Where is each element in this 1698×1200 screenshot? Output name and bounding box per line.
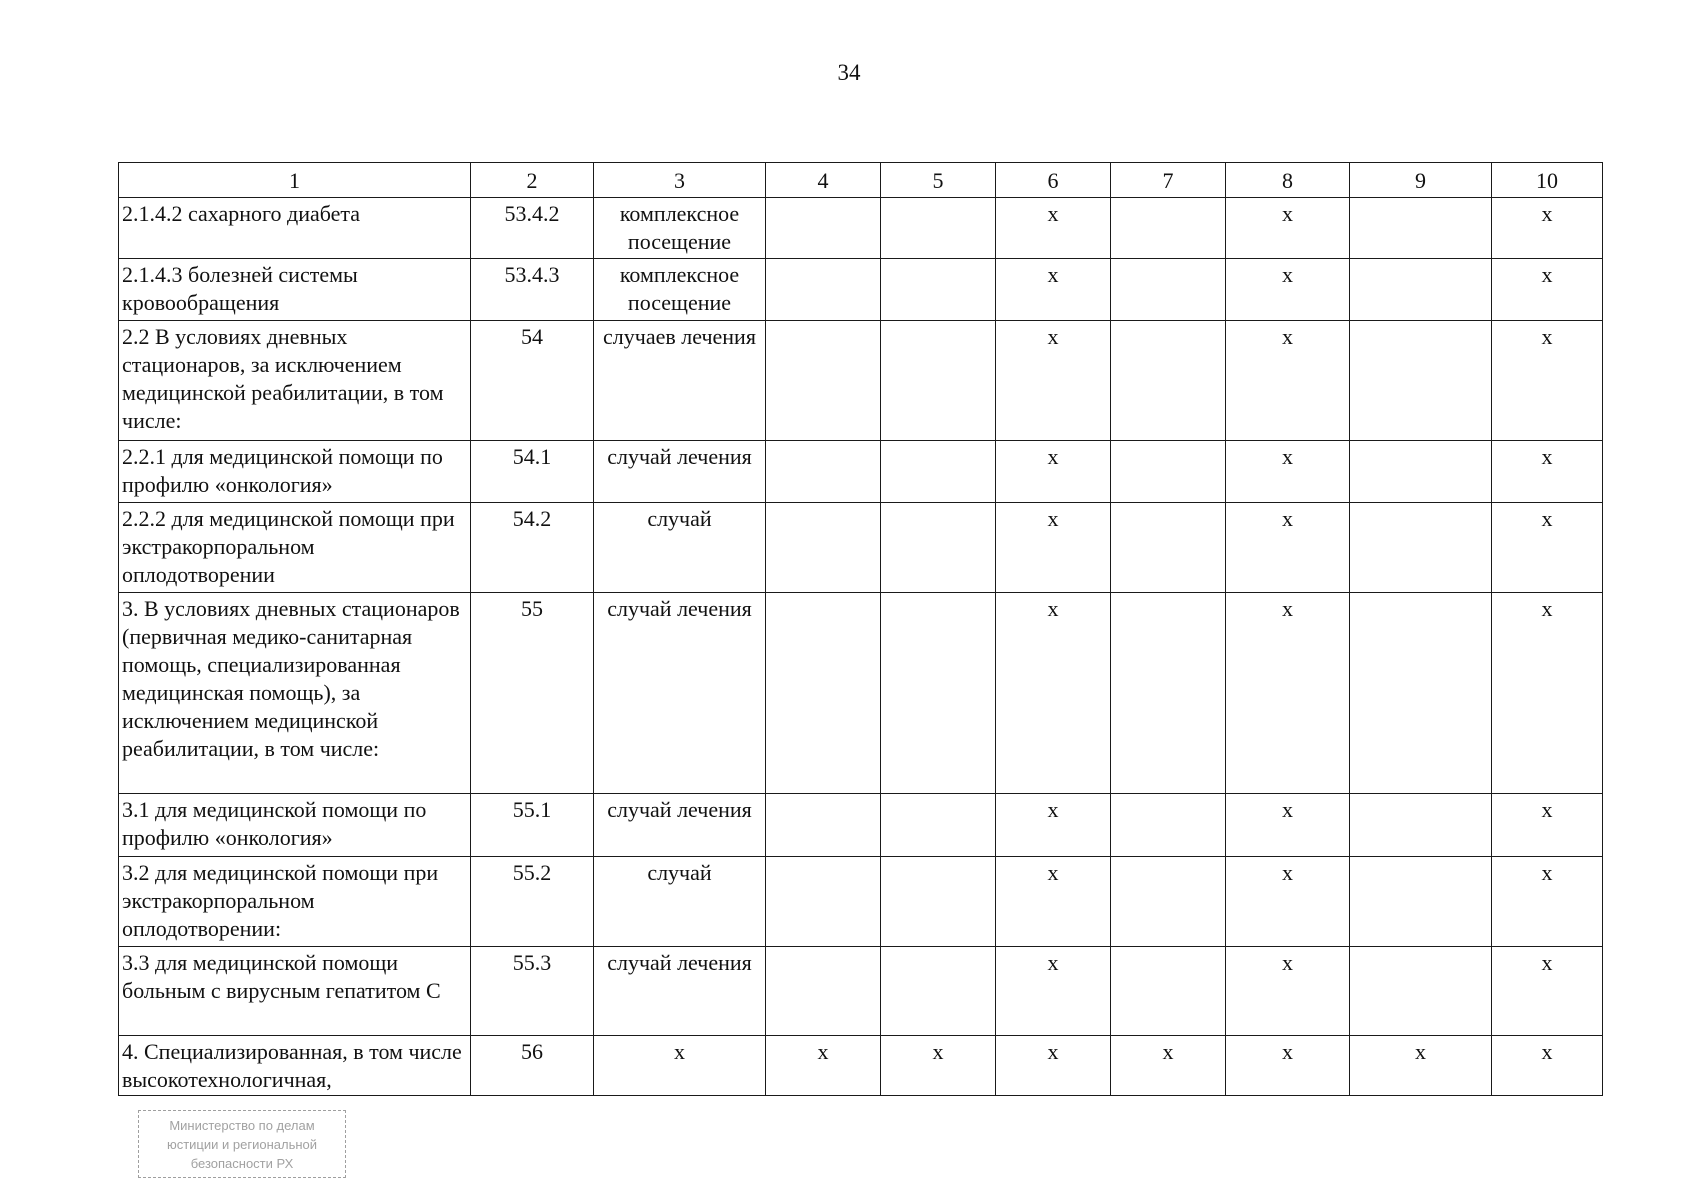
row-label: 2.1.4.2 сахарного диабета [119, 198, 471, 259]
row-code: 53.4.2 [471, 198, 594, 259]
table-row [119, 198, 1603, 259]
column-header: 2 [471, 163, 594, 198]
table-cell [1111, 198, 1226, 259]
table-row [119, 947, 1603, 1036]
column-header: 5 [881, 163, 996, 198]
table-row [119, 794, 1603, 857]
table-cell: х [1492, 321, 1603, 441]
table-cell [1111, 503, 1226, 593]
table-cell [766, 441, 881, 503]
table-cell [1350, 857, 1492, 947]
table-cell [881, 593, 996, 794]
table-cell [1111, 593, 1226, 794]
table-cell: х [996, 503, 1111, 593]
column-header: 9 [1350, 163, 1492, 198]
table-cell: х [1492, 593, 1603, 794]
column-header: 4 [766, 163, 881, 198]
table-cell [1350, 503, 1492, 593]
table-row [119, 259, 1603, 321]
table-cell [766, 794, 881, 857]
table-cell [766, 321, 881, 441]
row-unit: комплексное посещение [594, 259, 766, 321]
row-label: 2.2 В условиях дневных стационаров, за исключением медицинской реабилитации, в том числе: [119, 321, 471, 441]
document-table [118, 162, 1603, 1096]
row-unit: случай [594, 503, 766, 593]
table-cell [1350, 947, 1492, 1036]
column-header: 8 [1226, 163, 1350, 198]
table-cell [766, 259, 881, 321]
table-cell: х [1492, 794, 1603, 857]
table-cell [1111, 259, 1226, 321]
table-cell: х [996, 321, 1111, 441]
table-cell [881, 857, 996, 947]
table-cell [1350, 198, 1492, 259]
row-unit: случай [594, 857, 766, 947]
row-unit: случай лечения [594, 441, 766, 503]
table-cell: х [996, 794, 1111, 857]
table-cell: х [1226, 321, 1350, 441]
stamp-line: Министерство по делам [169, 1117, 315, 1133]
column-header: 10 [1492, 163, 1603, 198]
row-unit: случай лечения [594, 947, 766, 1036]
table-cell: х [1226, 198, 1350, 259]
table-cell: х [1492, 198, 1603, 259]
table-row [119, 441, 1603, 503]
table-cell: х [1492, 259, 1603, 321]
table-row [119, 1036, 1603, 1096]
row-label: 2.1.4.3 болезней системы кровообращения [119, 259, 471, 321]
table-cell [766, 857, 881, 947]
row-unit: случай лечения [594, 593, 766, 794]
table-cell: х [1350, 1036, 1492, 1096]
table-cell: х [996, 1036, 1111, 1096]
table-row [119, 321, 1603, 441]
stamp-line: юстиции и региональной [166, 1136, 318, 1152]
column-header: 7 [1111, 163, 1226, 198]
table-cell: х [1111, 1036, 1226, 1096]
table-cell: х [996, 198, 1111, 259]
table-cell [766, 198, 881, 259]
table-row [119, 503, 1603, 593]
row-code: 54.1 [471, 441, 594, 503]
row-code: 56 [471, 1036, 594, 1096]
table-cell: х [1226, 1036, 1350, 1096]
table-cell: х [1226, 857, 1350, 947]
row-label: 3. В условиях дневных стационаров (первичная медико-санитарная помощь, специализированная медицинская помощь), за исключением медицинской реабилитации, в том числе: [119, 593, 471, 794]
row-label: 3.1 для медицинской помощи по профилю «онкология» [119, 794, 471, 857]
table-cell [766, 503, 881, 593]
table-cell [1350, 794, 1492, 857]
row-unit: случаев лечения [594, 321, 766, 441]
row-code: 54.2 [471, 503, 594, 593]
table-cell: х [766, 1036, 881, 1096]
table-cell: х [1492, 1036, 1603, 1096]
stamp-line: безопасности РХ [190, 1155, 294, 1171]
table-cell: х [1492, 947, 1603, 1036]
table-cell [766, 947, 881, 1036]
table-cell [1111, 321, 1226, 441]
table-cell [881, 794, 996, 857]
column-header: 3 [594, 163, 766, 198]
table-cell: х [1492, 503, 1603, 593]
table-cell: х [1226, 794, 1350, 857]
row-unit: случай лечения [594, 794, 766, 857]
table-row [119, 857, 1603, 947]
table-cell [1111, 857, 1226, 947]
table-cell [1350, 259, 1492, 321]
row-label: 3.2 для медицинской помощи при экстракорпоральном оплодотворении: [119, 857, 471, 947]
table-cell: х [996, 259, 1111, 321]
table-cell: х [996, 593, 1111, 794]
table-row [119, 593, 1603, 794]
row-unit: х [594, 1036, 766, 1096]
header-row [119, 163, 1603, 198]
column-header: 6 [996, 163, 1111, 198]
table-cell [881, 503, 996, 593]
table-cell [1350, 441, 1492, 503]
row-code: 53.4.3 [471, 259, 594, 321]
table-cell [1111, 947, 1226, 1036]
table-cell: х [996, 947, 1111, 1036]
table-cell [881, 441, 996, 503]
row-unit: комплексное посещение [594, 198, 766, 259]
column-header: 1 [119, 163, 471, 198]
row-label: 2.2.1 для медицинской помощи по профилю «онкология» [119, 441, 471, 503]
row-code: 54 [471, 321, 594, 441]
table-cell [766, 593, 881, 794]
row-code: 55 [471, 593, 594, 794]
table-cell: х [1226, 593, 1350, 794]
row-label: 4. Специализированная, в том числе высокотехнологичная, [119, 1036, 471, 1096]
table-cell [1350, 593, 1492, 794]
table-cell: х [996, 857, 1111, 947]
table-cell: х [1492, 857, 1603, 947]
table-cell: х [1226, 441, 1350, 503]
row-code: 55.1 [471, 794, 594, 857]
table-cell: х [996, 441, 1111, 503]
table-cell [881, 321, 996, 441]
table-cell: х [1226, 259, 1350, 321]
table-cell: х [881, 1036, 996, 1096]
table-cell: х [1226, 503, 1350, 593]
table-cell [881, 947, 996, 1036]
page-number: 34 [837, 60, 861, 85]
table-cell [1111, 794, 1226, 857]
table-cell: х [1492, 441, 1603, 503]
row-label: 2.2.2 для медицинской помощи при экстракорпоральном оплодотворении [119, 503, 471, 593]
table-cell: х [1226, 947, 1350, 1036]
table-cell [881, 198, 996, 259]
table-cell [881, 259, 996, 321]
row-label: 3.3 для медицинской помощи больным с вирусным гепатитом С [119, 947, 471, 1036]
table-cell [1350, 321, 1492, 441]
table-cell [1111, 441, 1226, 503]
row-code: 55.2 [471, 857, 594, 947]
row-code: 55.3 [471, 947, 594, 1036]
ministry-stamp [138, 1110, 346, 1178]
